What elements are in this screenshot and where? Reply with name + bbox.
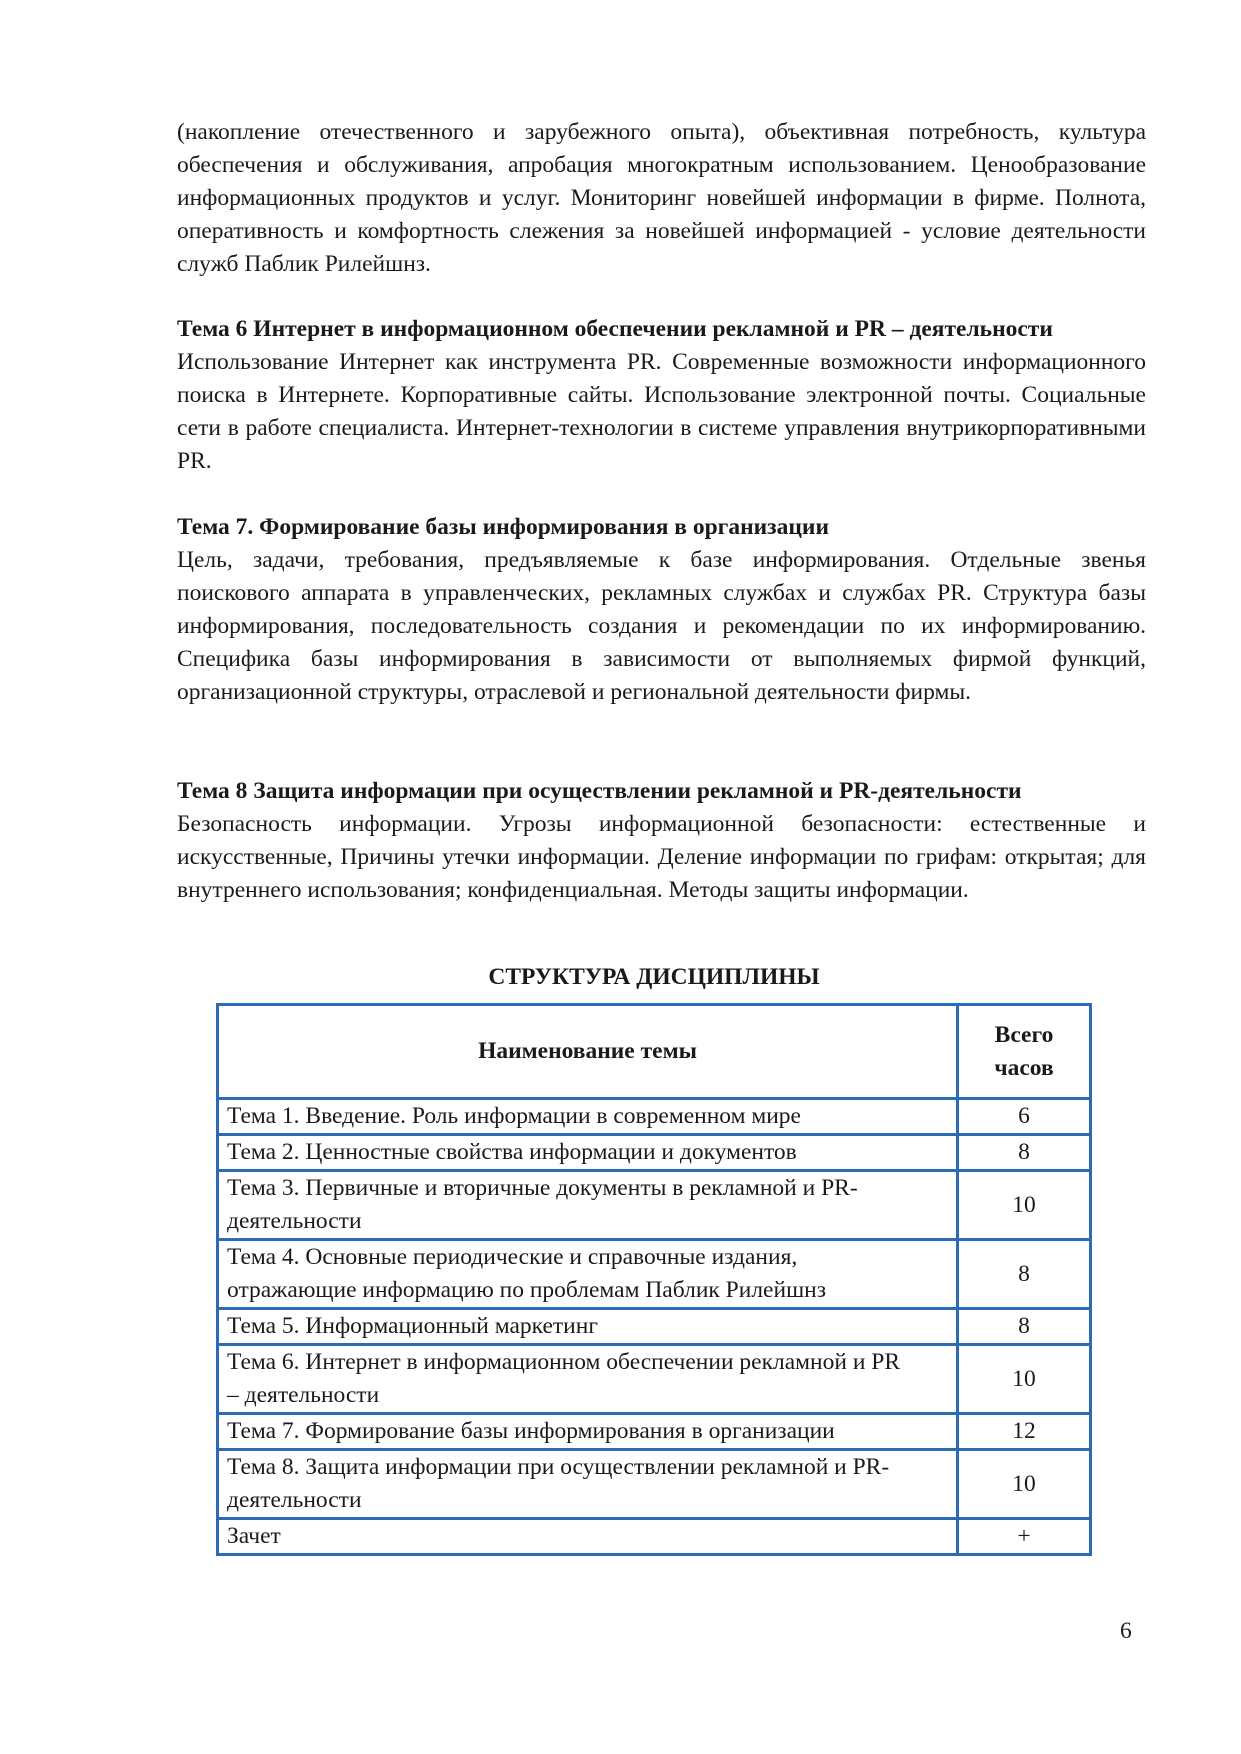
row-topic-name-line1: Тема 3. Первичные и вторичные документы в рекламной и PR- [227, 1175, 858, 1201]
row-topic-name [218, 1345, 958, 1414]
row-hours: 8 [958, 1135, 1091, 1171]
row-hours: 10 [958, 1450, 1091, 1519]
table-row [218, 1309, 1091, 1345]
topic-7-body: Цель, задачи, требования, предъявляемые к базе информирования. Отдельные звенья поискового аппарата в управленческих, рекламных службах и службах PR. Структура базы информирования, последовательность создания и рекомендации по их информированию. Специфика базы информирования в зависимости от выполняемых фирмой функций, организационной структуры, отраслевой и региональной деятельности фирмы. [177, 547, 1146, 705]
header-topic-name: Наименование темы [218, 1005, 958, 1099]
row-topic-name-line1: Тема 4. Основные периодические и справочные издания, [227, 1244, 798, 1270]
structure-table-title: СТРУКТУРА ДИСЦИПЛИНЫ [488, 964, 820, 990]
intro-paragraph: (накопление отечественного и зарубежного опыта), объективная потребность, культура обеспечения и обслуживания, апробация многократным использованием. Ценообразование информационных продуктов и услуг. Мониторинг новейшей информации в фирме. Полнота, оперативность и комфортность слежения за новейшей информацией - условие деятельности служб Паблик Рилейшнз. [177, 119, 1146, 277]
topic-7-heading: Тема 7. Формирование базы информирования в организации [177, 514, 829, 540]
header-total-hours-line1: Всего [994, 1021, 1054, 1048]
row-topic-name: Тема 1. Введение. Роль информации в современном мире [218, 1099, 958, 1135]
table-row [218, 1450, 1091, 1519]
structure-table [216, 1003, 1092, 1556]
row-hours: 10 [958, 1345, 1091, 1414]
table-row [218, 1345, 1091, 1414]
topic-8-section [177, 775, 1146, 907]
row-hours: 8 [958, 1309, 1091, 1345]
row-topic-name-line2: деятельности [227, 1487, 362, 1513]
topic-6-heading: Тема 6 Интернет в информационном обеспечении рекламной и PR – деятельности [177, 316, 1053, 342]
table-row [218, 1240, 1091, 1309]
row-topic-name: Тема 2. Ценностные свойства информации и документов [218, 1135, 958, 1171]
row-topic-name [218, 1171, 958, 1240]
table-row [218, 1135, 1091, 1171]
row-topic-name-line1: Тема 8. Защита информации при осуществлении рекламной и PR- [227, 1454, 890, 1480]
topic-7-section [177, 511, 1146, 709]
topic-6-section [177, 313, 1146, 478]
row-hours: 6 [958, 1099, 1091, 1135]
row-topic-name-line2: отражающие информацию по проблемам Паблик Рилейшнз [227, 1277, 827, 1303]
intro-section [177, 116, 1146, 281]
row-topic-name: Тема 7. Формирование базы информирования в организации [218, 1414, 958, 1450]
topic-6-body: Использование Интернет как инструмента PR. Современные возможности информационного поиска в Интернете. Корпоративные сайты. Использование электронной почты. Социальные сети в работе специалиста. Интернет-технологии в системе управления внутрикорпоративными PR. [177, 349, 1146, 474]
header-total-hours-line2: часов [994, 1054, 1054, 1081]
table-header-row [218, 1005, 1091, 1099]
row-topic-name: Зачет [218, 1519, 958, 1555]
row-hours: + [958, 1519, 1091, 1555]
row-topic-name-line2: – деятельности [227, 1382, 380, 1408]
table-row [218, 1414, 1091, 1450]
row-hours: 12 [958, 1414, 1091, 1450]
topic-8-body: Безопасность информации. Угрозы информационной безопасности: естественные и искусственные, Причины утечки информации. Деление информации по грифам: открытая; для внутреннего использования; конфиденциальная. Методы защиты информации. [177, 811, 1146, 903]
row-topic-name-line2: деятельности [227, 1208, 362, 1234]
row-topic-name: Тема 5. Информационный маркетинг [218, 1309, 958, 1345]
row-topic-name [218, 1240, 958, 1309]
table-row [218, 1099, 1091, 1135]
header-total-hours [958, 1005, 1091, 1099]
table-row [218, 1519, 1091, 1555]
row-hours: 10 [958, 1171, 1091, 1240]
page-number: 6 [1120, 1618, 1132, 1644]
topic-8-heading: Тема 8 Защита информации при осуществлении рекламной и PR-деятельности [177, 778, 1022, 804]
row-hours: 8 [958, 1240, 1091, 1309]
row-topic-name [218, 1450, 958, 1519]
table-row [218, 1171, 1091, 1240]
row-topic-name-line1: Тема 6. Интернет в информационном обеспечении рекламной и PR [227, 1349, 901, 1375]
